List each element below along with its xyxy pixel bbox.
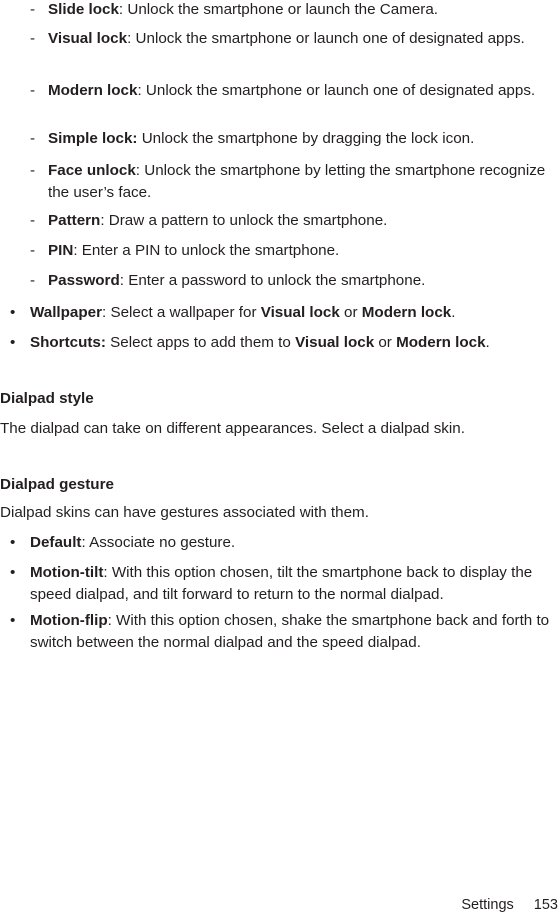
list-item: - Modern lock: Unlock the smartphone or launch one of designated apps. bbox=[30, 82, 536, 99]
list-item: - Visual lock: Unlock the smartphone or launch one of designated apps. bbox=[30, 30, 525, 47]
list-item: • Motion-flip: With this option chosen, shake the smartphone back and forth to switch between the normal dialpad and the speed dialpad. bbox=[10, 612, 550, 651]
list-item: - PIN: Enter a PIN to unlock the smartphone. bbox=[30, 242, 340, 259]
section-body: The dialpad can take on different appearances. Select a dialpad skin. bbox=[0, 420, 465, 437]
list-item: - Simple lock: Unlock the smartphone by dragging the lock icon. bbox=[30, 130, 475, 147]
list-item: - Face unlock: Unlock the smartphone by letting the smartphone recognize the user’s face. bbox=[30, 162, 546, 201]
list-item: • Default: Associate no gesture. bbox=[10, 534, 236, 551]
page-number: 153 bbox=[533, 897, 558, 913]
list-item: - Pattern: Draw a pattern to unlock the smartphone. bbox=[30, 212, 388, 229]
footer-section: Settings bbox=[461, 897, 514, 913]
section-title: Dialpad style bbox=[0, 390, 94, 407]
list-item: • Motion-tilt: With this option chosen, tilt the smartphone back to display the speed dialpad, and tilt forward to return to the normal dialpad. bbox=[10, 564, 533, 603]
term: Visual lock bbox=[48, 30, 128, 47]
list-item: - Slide lock: Unlock the smartphone or launch the Camera. bbox=[30, 1, 439, 18]
list-item-shortcuts: • Shortcuts: Select apps to add them to Visual lock or Modern lock. bbox=[10, 334, 490, 351]
term: Modern lock bbox=[48, 82, 138, 99]
list-item-wallpaper: • Wallpaper: Select a wallpaper for Visual lock or Modern lock. bbox=[10, 304, 456, 321]
term: PIN bbox=[48, 242, 74, 259]
section-title: Dialpad gesture bbox=[0, 476, 114, 493]
term: Face unlock bbox=[48, 162, 136, 179]
term: Simple lock: bbox=[48, 130, 138, 147]
list-item: - Password: Enter a password to unlock the smartphone. bbox=[30, 272, 426, 289]
term: Password bbox=[48, 272, 120, 289]
section-body: Dialpad skins can have gestures associated with them. bbox=[0, 504, 369, 521]
term: Slide lock bbox=[48, 1, 119, 18]
term: Pattern bbox=[48, 212, 101, 229]
